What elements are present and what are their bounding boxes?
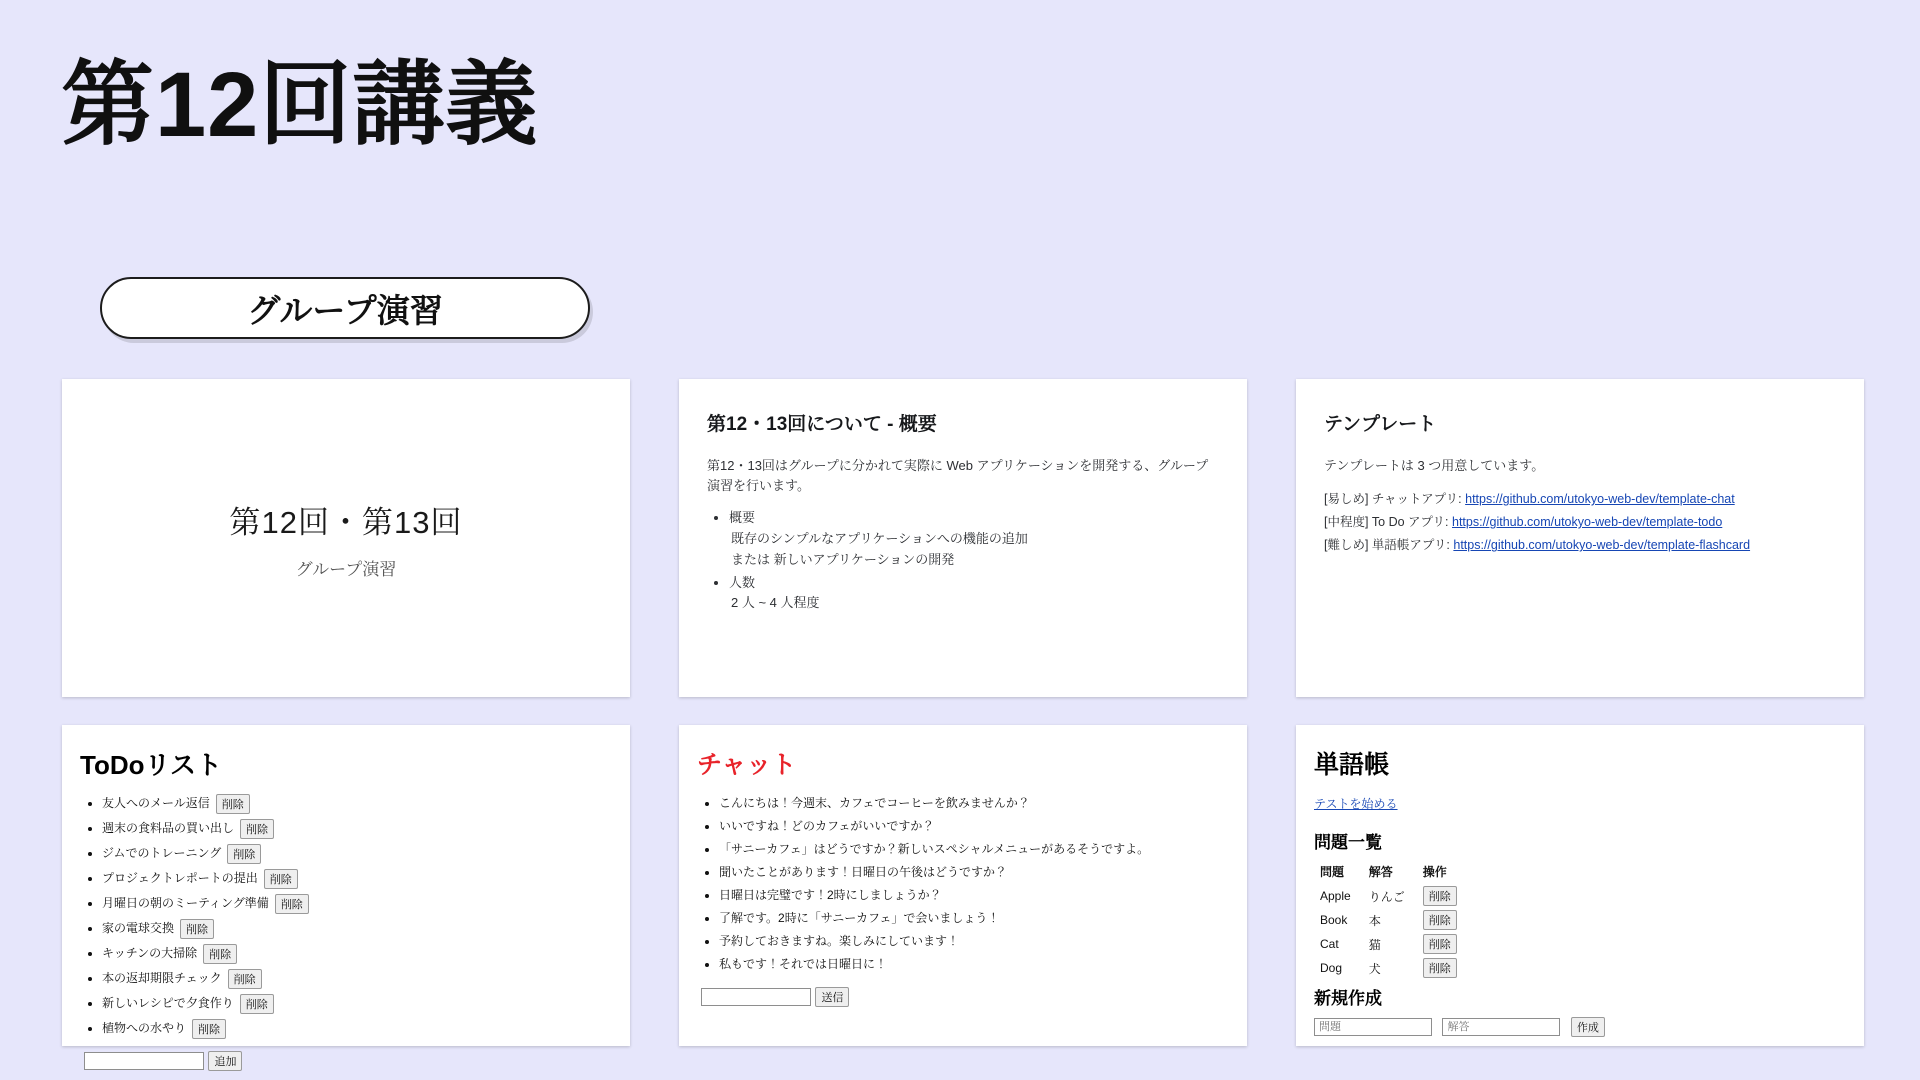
- todo-item: [102, 969, 612, 989]
- todo-item-label: 月曜日の朝のミーティング準備: [102, 896, 269, 911]
- list-item: [729, 573, 1219, 615]
- cell-answer: 犬: [1368, 961, 1381, 976]
- template-link-todo[interactable]: https://github.com/utokyo-web-dev/template-todo: [1452, 515, 1723, 530]
- new-entry-heading: 新規作成: [1314, 989, 1382, 1008]
- chat-send-button[interactable]: 送信: [815, 987, 849, 1007]
- about-bullet-label: 概要: [729, 510, 756, 526]
- todo-add-form: [84, 1051, 612, 1071]
- todo-item-label: キッチンの大掃除: [102, 946, 198, 961]
- chat-input[interactable]: [701, 988, 811, 1006]
- table-row: [1316, 932, 1471, 956]
- chat-message: • 「サニーカフェ」はどうですか？新しいスペシャルメニューがあるそうですよ。: [719, 840, 1229, 858]
- todo-list: [84, 794, 612, 1039]
- todo-item: [102, 944, 612, 964]
- todo-item-label: 友人へのメール返信: [102, 796, 210, 811]
- chat-message-list: [701, 794, 1229, 973]
- cell-answer: りんご: [1368, 889, 1405, 904]
- flashcard-table: [1316, 861, 1471, 980]
- chat-message: • 日曜日は完璧です！2時にしましょうか？: [719, 886, 1229, 904]
- todo-delete-button[interactable]: 削除: [240, 994, 274, 1014]
- flashcard-answer-input[interactable]: [1442, 1018, 1560, 1036]
- chat-message: • こんにちは！今週末、カフェでコーヒーを飲みませんか？: [719, 794, 1229, 812]
- cell-actions: [1419, 956, 1471, 980]
- todo-item: [102, 994, 612, 1014]
- flashcard-app-panel: [1296, 725, 1864, 1046]
- template-entry: [1324, 511, 1836, 534]
- flashcard-delete-button[interactable]: 削除: [1423, 886, 1457, 906]
- list-item: [729, 508, 1219, 570]
- column-header-actions: 操作: [1422, 865, 1447, 879]
- about-bullet-label: 人数: [729, 574, 756, 590]
- flashcard-delete-button[interactable]: 削除: [1423, 958, 1457, 978]
- todo-delete-button[interactable]: 削除: [227, 844, 261, 864]
- flashcard-delete-button[interactable]: 削除: [1423, 934, 1457, 954]
- column-header-answer: 解答: [1368, 865, 1393, 879]
- chat-message: • 聞いたことがあります！日曜日の午後はどうですか？: [719, 863, 1229, 881]
- chat-app-title: チャット: [697, 751, 797, 779]
- chat-app-panel: [679, 725, 1247, 1046]
- templates-paragraph: テンプレートは 3 つ用意しています。: [1324, 458, 1545, 473]
- todo-item: [102, 844, 612, 864]
- cell-answer: 本: [1368, 913, 1381, 928]
- todo-delete-button[interactable]: 削除: [264, 869, 298, 889]
- todo-app-panel: [62, 725, 630, 1068]
- cell-actions: [1419, 884, 1471, 908]
- title-slide-heading: 第12回・第13回: [229, 504, 463, 540]
- slide-thumbnail-title[interactable]: [62, 379, 630, 697]
- todo-delete-button[interactable]: 削除: [216, 794, 250, 814]
- todo-delete-button[interactable]: 削除: [228, 969, 262, 989]
- todo-item-label: ジムでのトレーニング: [102, 846, 222, 861]
- question-list-heading: 問題一覧: [1314, 833, 1382, 852]
- cell-answer: 猫: [1368, 937, 1381, 952]
- todo-delete-button[interactable]: 削除: [192, 1019, 226, 1039]
- section-pill: [100, 277, 590, 339]
- about-bullet-line: または 新しいアプリケーションの開発: [731, 551, 955, 567]
- todo-add-button[interactable]: 追加: [208, 1051, 242, 1071]
- todo-item: [102, 819, 612, 839]
- flashcard-delete-button[interactable]: 削除: [1423, 910, 1457, 930]
- flashcard-create-button[interactable]: 作成: [1571, 1017, 1605, 1037]
- template-entry: [1324, 488, 1836, 511]
- chat-message: • 予約しておきますね。楽しみにしています！: [719, 932, 1229, 950]
- template-entry-prefix: [中程度] To Do アプリ:: [1324, 515, 1452, 530]
- template-link-chat[interactable]: https://github.com/utokyo-web-dev/template-chat: [1465, 492, 1735, 507]
- about-heading: 第12・13回について - 概要: [707, 414, 937, 435]
- todo-delete-button[interactable]: 削除: [180, 919, 214, 939]
- templates-heading: テンプレート: [1324, 414, 1437, 435]
- cell-question: Book: [1320, 913, 1348, 927]
- template-link-flashcard[interactable]: https://github.com/utokyo-web-dev/template-flashcard: [1453, 538, 1751, 553]
- flashcard-app-title: 単語帳: [1314, 751, 1390, 779]
- slide-thumbnail-templates[interactable]: [1296, 379, 1864, 697]
- todo-input[interactable]: [84, 1052, 204, 1070]
- todo-app-title: ToDoリスト: [80, 750, 222, 780]
- cell-question: Dog: [1320, 961, 1343, 975]
- todo-item: [102, 869, 612, 889]
- title-slide-subheading: グループ演習: [295, 559, 397, 579]
- about-paragraph: 第12・13回はグループに分かれて実際に Web アプリケーションを開発する、グループ演習を行います。: [707, 458, 1209, 494]
- chat-message: • 私もです！それでは日曜日に！: [719, 955, 1229, 973]
- about-bullet-line: 既存のシンプルなアプリケーションへの機能の追加: [731, 531, 1028, 547]
- section-pill-label: グループ演習: [247, 291, 443, 329]
- flashcard-question-input[interactable]: [1314, 1018, 1432, 1036]
- table-row: [1316, 956, 1471, 980]
- todo-item: [102, 1019, 612, 1039]
- cell-actions: [1419, 908, 1471, 932]
- todo-item-label: 週末の食料品の買い出し: [102, 821, 235, 836]
- todo-item: [102, 919, 612, 939]
- chat-message: • いいですね！どのカフェがいいですか？: [719, 817, 1229, 835]
- template-entry: [1324, 534, 1836, 557]
- table-row: [1316, 908, 1471, 932]
- start-test-link[interactable]: テストを始める: [1314, 797, 1398, 811]
- todo-item-label: 本の返却期限チェック: [102, 971, 222, 986]
- todo-item-label: 植物への水やり: [102, 1021, 187, 1036]
- page-title: 第12回講義: [62, 54, 539, 156]
- template-entry-prefix: [易しめ] チャットアプリ:: [1324, 492, 1466, 507]
- todo-delete-button[interactable]: 削除: [203, 944, 237, 964]
- todo-delete-button[interactable]: 削除: [240, 819, 274, 839]
- cell-actions: [1419, 932, 1471, 956]
- todo-delete-button[interactable]: 削除: [275, 894, 309, 914]
- todo-item-label: プロジェクトレポートの提出: [102, 871, 258, 886]
- template-entry-prefix: [難しめ] 単語帳アプリ:: [1324, 538, 1454, 553]
- todo-item-label: 家の電球交換: [102, 921, 175, 936]
- about-bullet-list: [707, 508, 1219, 614]
- cell-question: Cat: [1320, 937, 1339, 951]
- table-row: [1316, 884, 1471, 908]
- todo-item: [102, 794, 612, 814]
- todo-item: [102, 894, 612, 914]
- about-bullet-line: 2 人 ~ 4 人程度: [731, 595, 820, 611]
- chat-send-form: [701, 987, 1229, 1007]
- todo-item-label: 新しいレシピで夕食作り: [102, 996, 234, 1011]
- slide-thumbnail-about[interactable]: [679, 379, 1247, 697]
- table-header-row: [1316, 861, 1471, 884]
- chat-message: • 了解です。2時に「サニーカフェ」で会いましょう！: [719, 909, 1229, 927]
- column-header-question: 問題: [1320, 865, 1345, 879]
- cell-question: Apple: [1320, 889, 1351, 903]
- flashcard-create-form: [1314, 1017, 1846, 1037]
